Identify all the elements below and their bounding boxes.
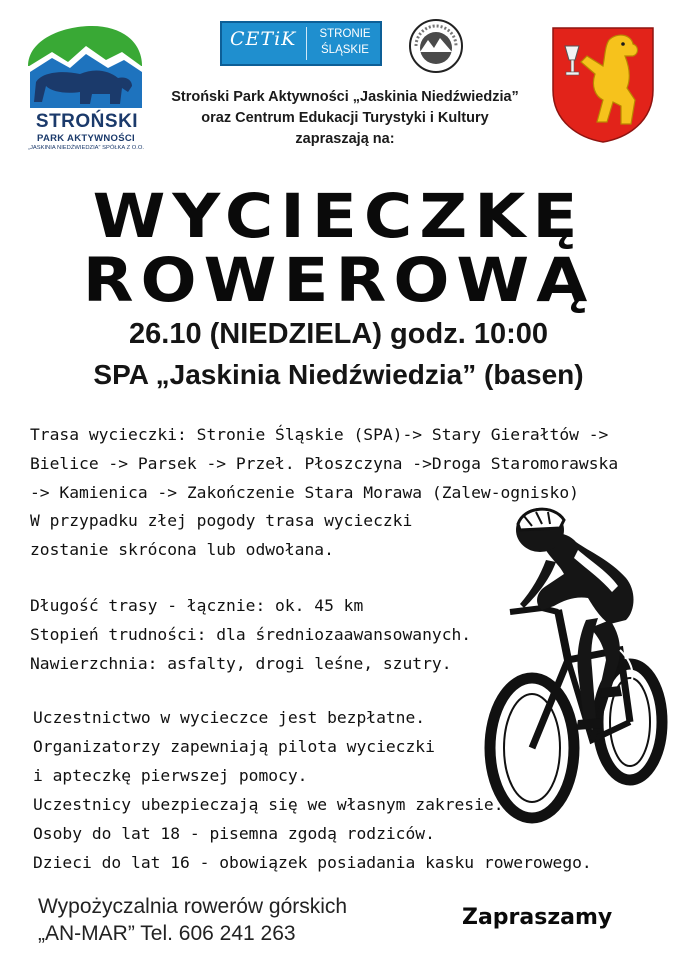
stronski-park-logo — [22, 22, 147, 157]
route-line: Bielice -> Parsek -> Przeł. Płoszczyna ->Droga Staromorawska — [30, 454, 619, 473]
event-venue: SPA „Jaskinia Niedźwiedzia” (basen) — [93, 359, 584, 390]
info-line: Organizatorzy zapewniają pilota wycieczki — [33, 737, 435, 756]
event-date-time: 26.10 (NIEDZIELA) godz. 10:00 — [129, 318, 548, 350]
info-line: i apteczkę pierwszej pomocy. — [33, 766, 308, 785]
weather-notice — [30, 506, 412, 564]
rental-line-2: „AN-MAR” Tel. 606 241 263 — [38, 922, 296, 945]
cetik-divider — [306, 27, 307, 60]
park-subtitle: PARK AKTYWNOŚCI — [37, 133, 135, 144]
invitation-line-2: oraz Centrum Edukacji Turystyki i Kultury — [201, 110, 489, 126]
cycling-club-badge-icon — [408, 18, 464, 74]
invitation-line-1: Stroński Park Aktywności „Jaskinia Niedźwiedzia” — [171, 89, 519, 105]
weather-line: zostanie skrócona lub odwołana. — [30, 540, 334, 559]
cetik-wordmark: CETiK — [230, 28, 297, 50]
info-line: Dzieci do lat 16 - obowiązek posiadania kasku rowerowego. — [33, 853, 592, 872]
closing-invitation: Zapraszamy — [462, 905, 613, 930]
cetik-place-line-1: STRONIE — [319, 28, 371, 40]
route-difficulty: Stopień trudności: dla średniozaawansowanych. — [30, 625, 472, 644]
route-line: Trasa wycieczki: Stronie Śląskie (SPA)-> Stary Gierałtów -> — [30, 425, 609, 444]
title-line-1: WYCIECZKĘ — [92, 181, 585, 252]
park-company: „JASKINIA NIEDŹWIEDZIA” SPÓŁKA Z O.O. — [28, 145, 144, 151]
info-line: Uczestnictwo w wycieczce jest bezpłatne. — [33, 708, 426, 727]
bear-mountain-icon — [22, 22, 147, 114]
weather-line: W przypadku złej pogody trasa wycieczki — [30, 511, 413, 530]
cetik-place-line-2: ŚLĄSKIE — [321, 44, 369, 56]
route-line: -> Kamienica -> Zakończenie Stara Morawa (Zalew-ognisko) — [30, 483, 579, 502]
bike-rental-info — [38, 893, 347, 947]
info-line: Osoby do lat 18 - pisemna zgodą rodziców. — [33, 824, 435, 843]
route-length: Długość trasy - łącznie: ok. 45 km — [30, 596, 364, 615]
route-details — [30, 591, 471, 678]
mountain-biker-icon — [480, 500, 668, 825]
route-surface: Nawierzchnia: asfalty, drogi leśne, szutry. — [30, 654, 452, 673]
bear-coat-of-arms-icon — [551, 26, 655, 144]
route-description — [30, 420, 618, 507]
title-line-2: ROWEROWĄ — [82, 245, 595, 316]
cetik-logo — [220, 21, 382, 66]
park-wordmark: STROŃSKI — [35, 111, 139, 132]
rental-line-1: Wypożyczalnia rowerów górskich — [38, 895, 348, 918]
invitation-line-3: zapraszają na: — [295, 131, 395, 147]
info-line: Uczestnicy ubezpieczają się we własnym zakresie. — [33, 795, 504, 814]
